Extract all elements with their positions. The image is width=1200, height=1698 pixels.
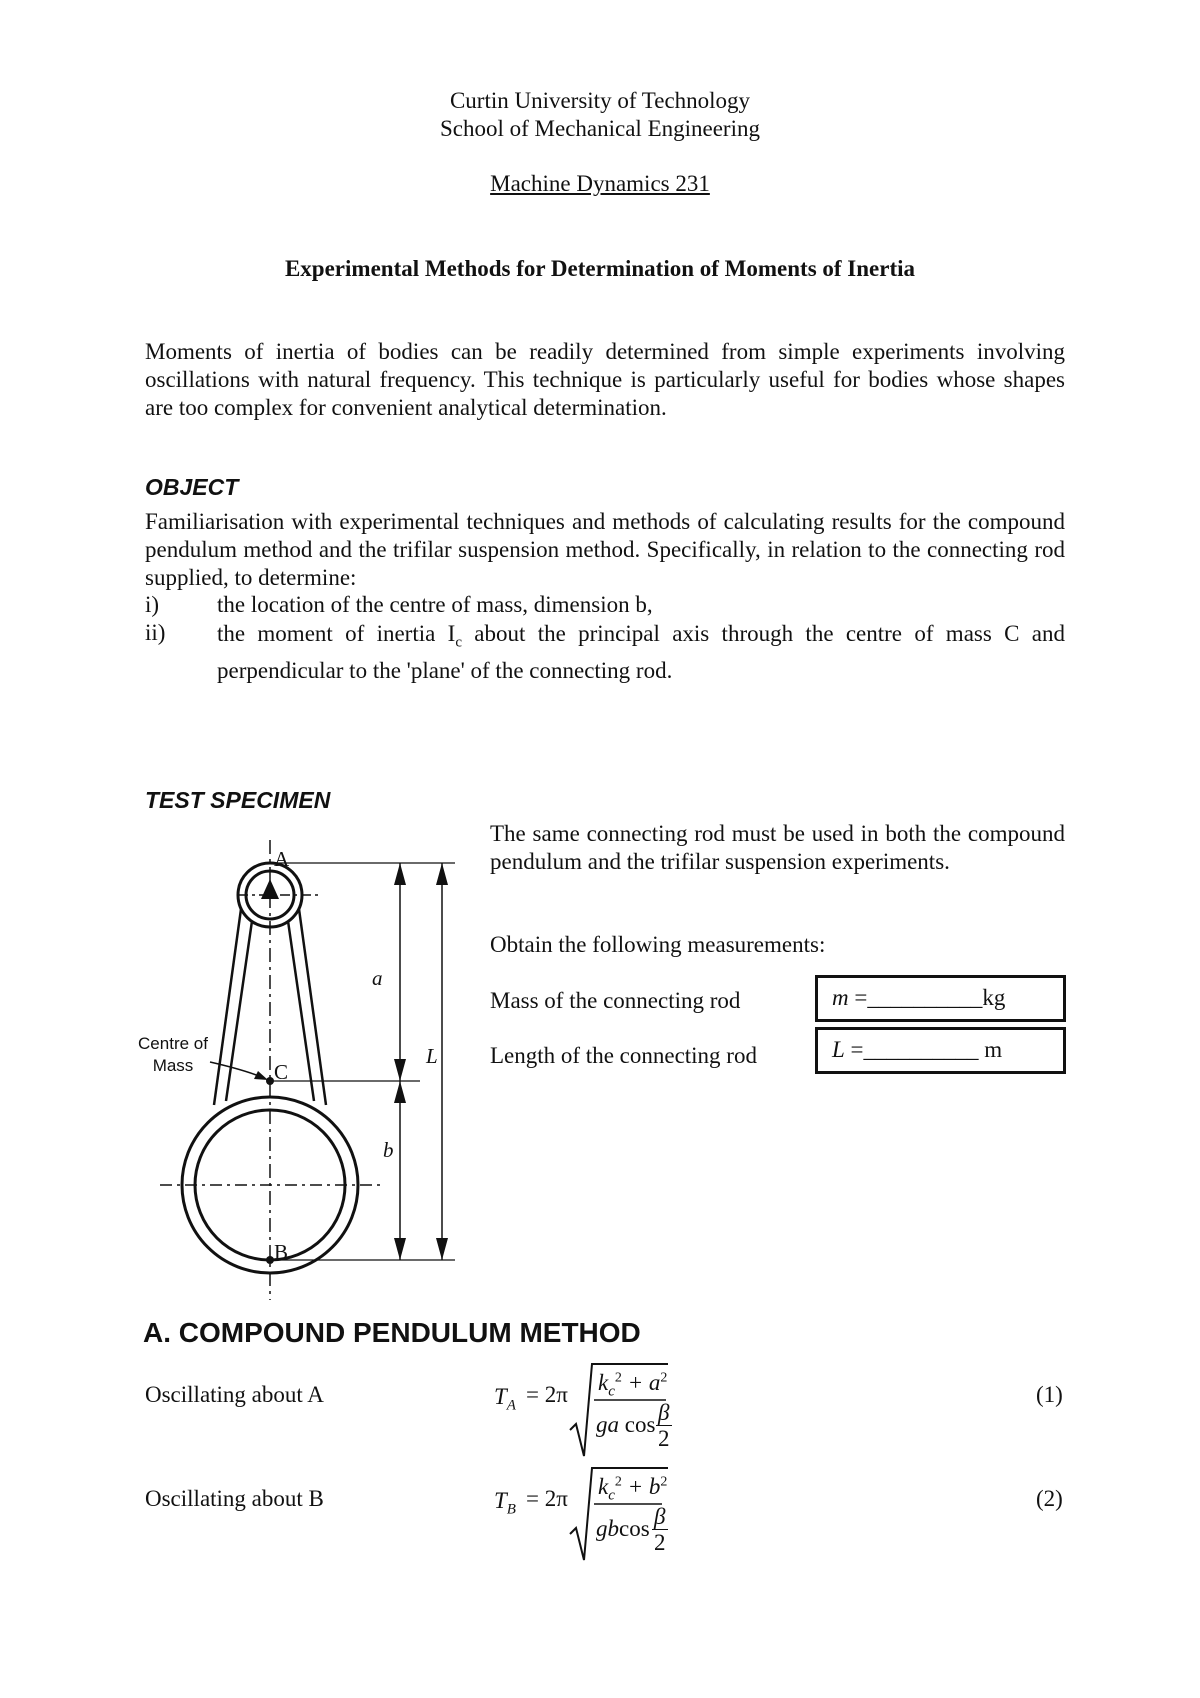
centre-of-mass-label-line1: Centre of (138, 1034, 208, 1053)
label-A: A (274, 847, 290, 871)
object-item-1-text: the location of the centre of mass, dimension b, (217, 592, 653, 617)
object-heading: OBJECT (145, 474, 239, 500)
point-C (266, 1077, 274, 1085)
object-item-1-marker: i) (145, 592, 160, 617)
mass-input-box[interactable]: m =__________kg (815, 975, 1066, 1022)
eq2-label: Oscillating about B (145, 1486, 324, 1511)
label-dim-L: L (426, 1044, 438, 1068)
mass-label: Mass of the connecting rod (490, 988, 741, 1013)
arrow-b-top-icon (394, 1081, 406, 1103)
equation-2: $T_B$ = 2π $k_c^2 + b^2$ gbcos β 2 (490, 1464, 700, 1564)
object-item-2-text: the moment of inertia $I_c$ about the principal axis through the centre of mass C and perpendicular to the 'plane' of the connecting rod. (217, 621, 1065, 683)
label-dim-a: a (372, 966, 383, 990)
length-label: Length of the connecting rod (490, 1043, 757, 1068)
centre-leader-arrow-icon (254, 1071, 268, 1080)
label-dim-b: b (383, 1138, 394, 1162)
length-input-box[interactable]: L =__________ m (815, 1027, 1066, 1074)
eq2-number: (2) (1036, 1486, 1063, 1511)
arrow-a-top-icon (394, 863, 406, 885)
arrow-a-bottom-icon (394, 1059, 406, 1081)
eq1-number: (1) (1036, 1382, 1063, 1407)
label-B: B (274, 1240, 289, 1264)
school-name: School of Mechanical Engineering (440, 116, 760, 141)
course-title (0, 171, 1200, 197)
centre-of-mass-label (130, 1033, 216, 1077)
specimen-paragraph: The same connecting rod must be used in both the compound pendulum and the trifilar suspension experiments. (490, 821, 1065, 874)
small-end-arrow-icon (261, 879, 279, 899)
label-C: C (274, 1060, 289, 1084)
intro-paragraph: Moments of inertia of bodies can be readily determined from simple experiments involving oscillations with natural frequency. This technique is particularly useful for bodies whose shapes are too complex for convenient analytical determination. (145, 339, 1065, 420)
document-title: Experimental Methods for Determination of Moments of Inertia (284, 256, 916, 281)
arrow-L-top-icon (436, 863, 448, 885)
centre-of-mass-label-line2: Mass (152, 1056, 194, 1075)
arrow-L-bottom-icon (436, 1238, 448, 1260)
specimen-heading: TEST SPECIMEN (145, 787, 331, 813)
university-name: Curtin University of Technology (449, 88, 751, 113)
rod-right-inner (288, 921, 314, 1101)
rod-left-outer (214, 909, 241, 1105)
eq1-label: Oscillating about A (145, 1382, 324, 1407)
point-B (266, 1256, 274, 1264)
course-title-text: Machine Dynamics 231 (490, 171, 710, 196)
arrow-b-bottom-icon (394, 1238, 406, 1260)
object-item-2-marker: ii) (145, 620, 166, 645)
object-paragraph: Familiarisation with experimental techniques and methods of calculating results for the compound pendulum method and the trifilar suspension method. Specifically, in relation to the connecting rod supplied, to determine: (145, 509, 1065, 590)
measurements-intro: Obtain the following measurements: (490, 932, 826, 957)
section-a-heading: A. COMPOUND PENDULUM METHOD (143, 1317, 641, 1348)
rod-right-outer (299, 909, 326, 1105)
equation-1: $T_A$ = 2π $k_c^2 + a^2$ ga cos β 2 (490, 1360, 700, 1460)
rod-left-inner (226, 921, 252, 1101)
